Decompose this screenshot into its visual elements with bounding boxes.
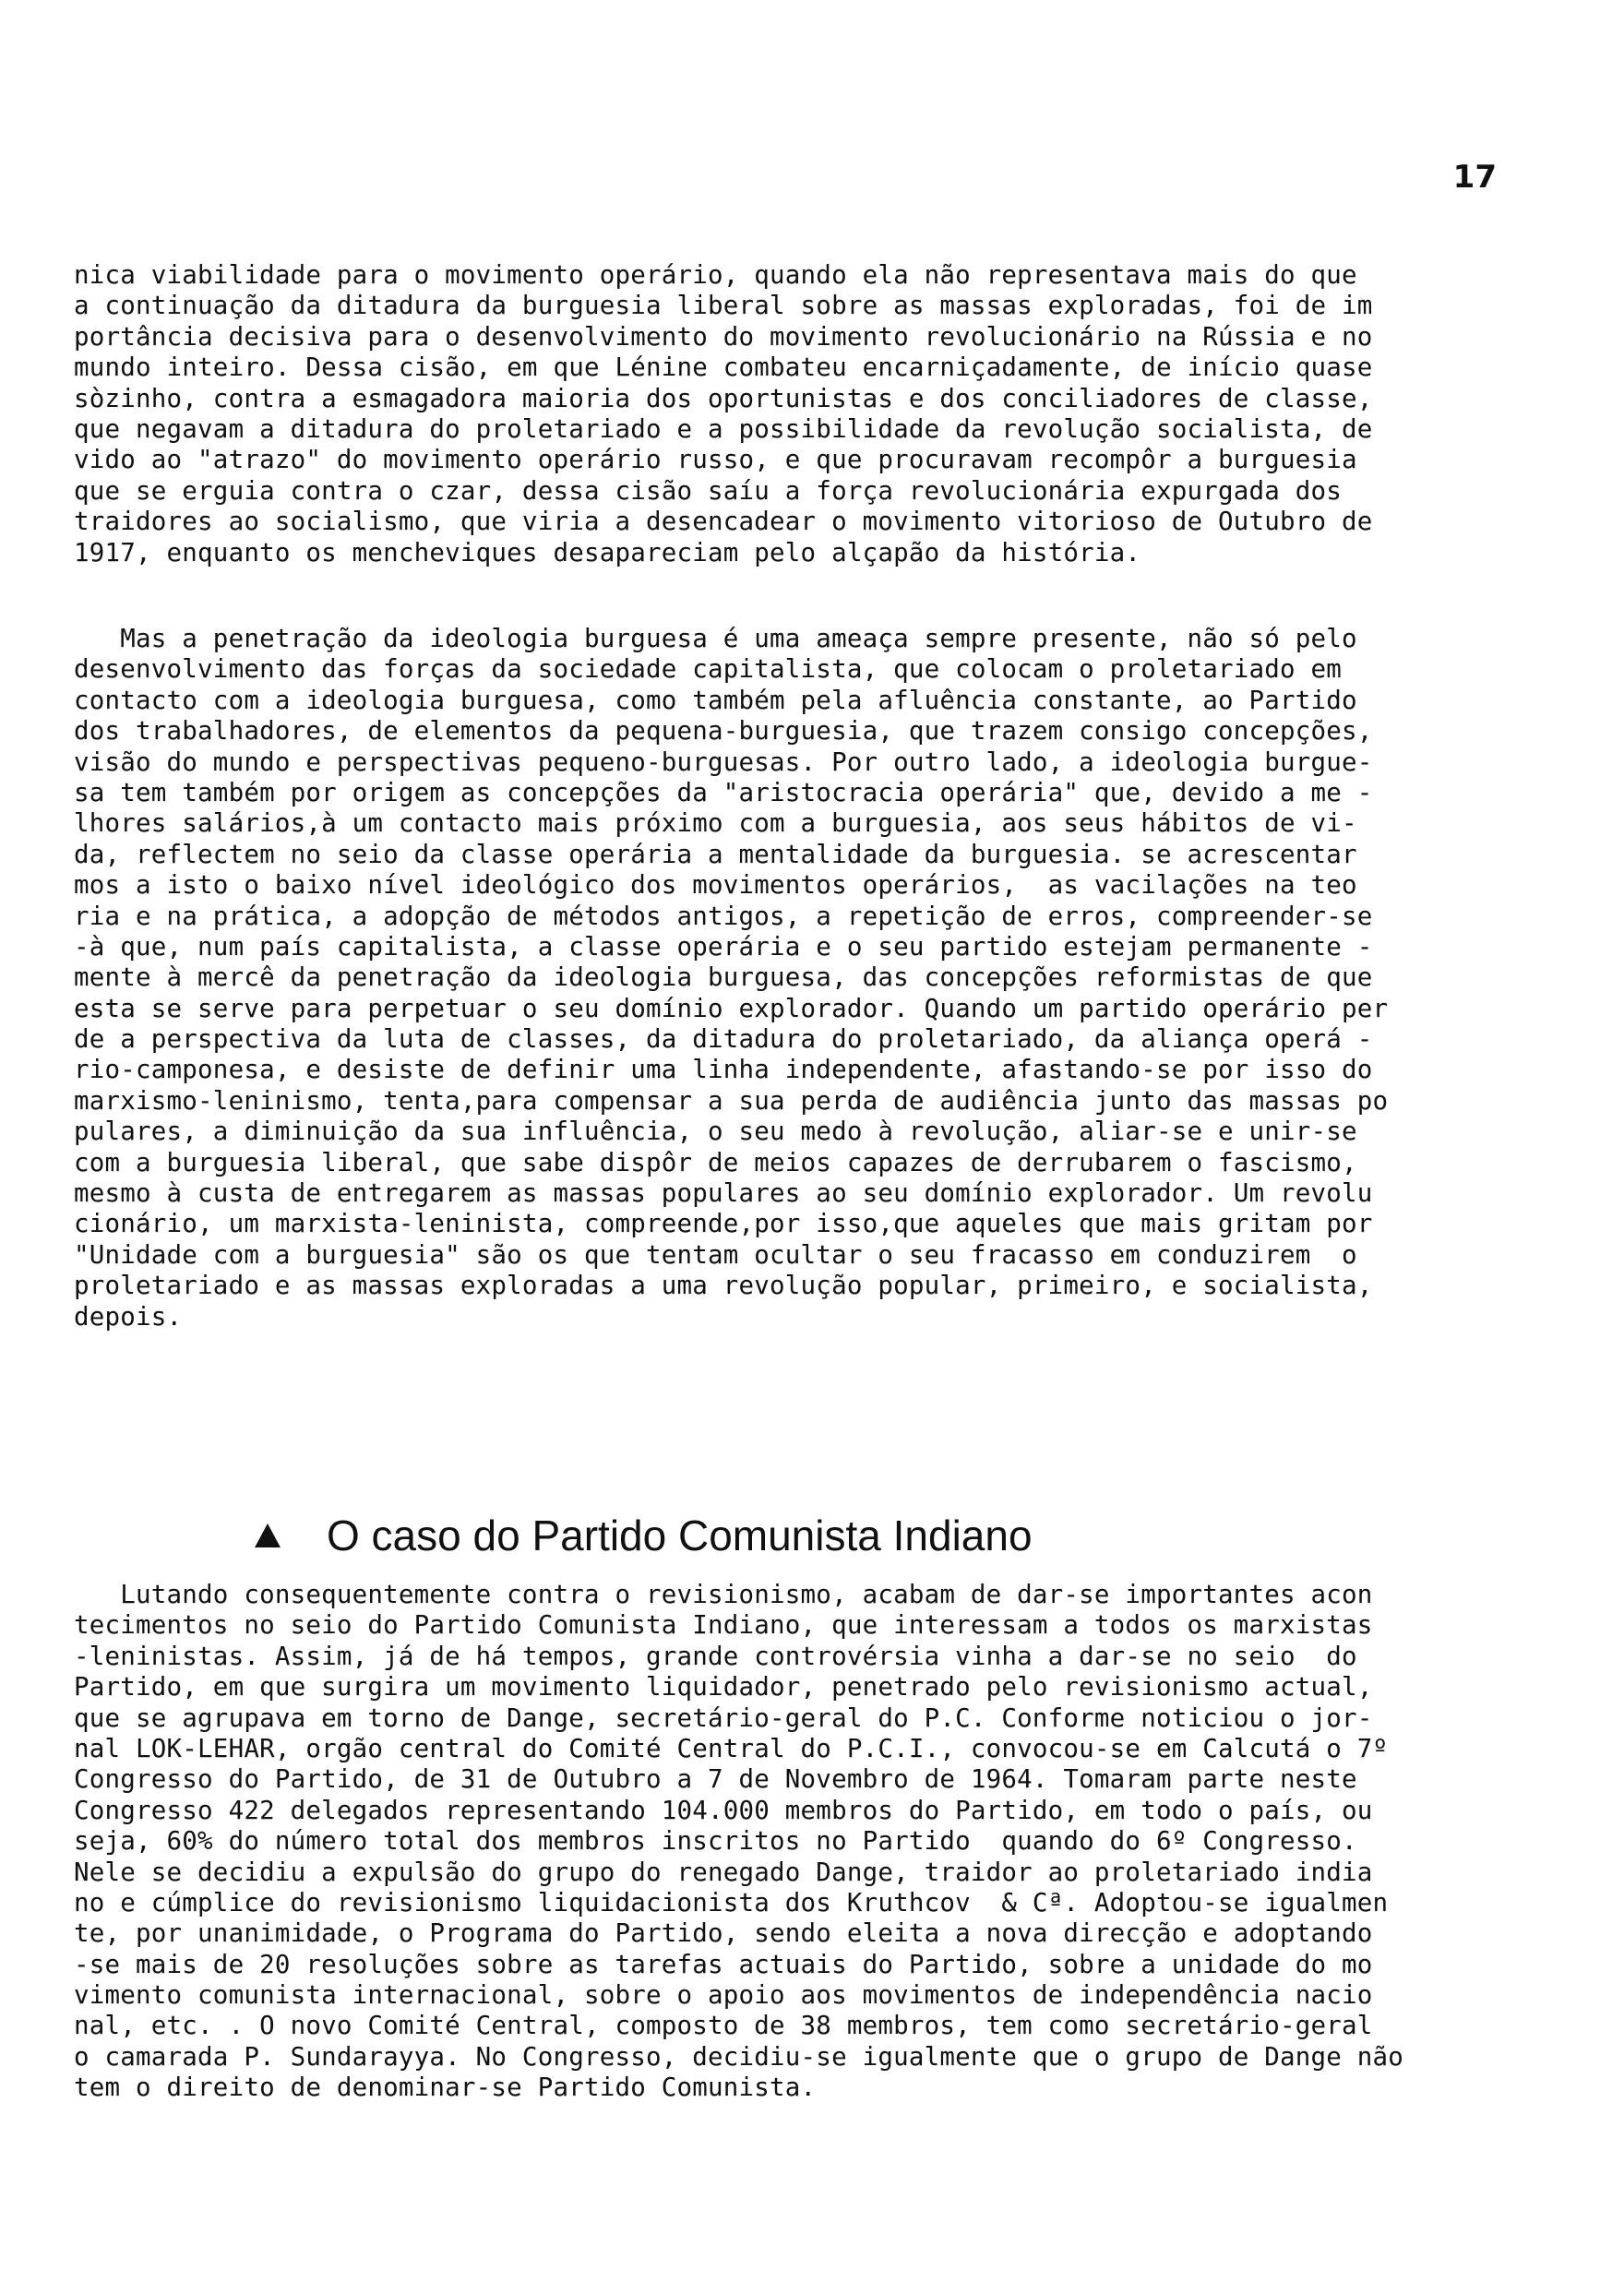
triangle-icon: [255, 1523, 281, 1547]
text-line: tecimentos no seio do Partido Comunista Indiano, que interessam a todos os marxistas: [74, 1610, 1373, 1641]
text-line: Partido, em que surgira um movimento liquidador, penetrado pelo revisionismo actual,: [74, 1672, 1373, 1702]
text-line: nal, etc. . O novo Comité Central, composto de 38 membros, tem como secretário-geral: [74, 2011, 1373, 2041]
text-line: sòzinho, contra a esmagadora maioria dos oportunistas e dos conciliadores de classe,: [74, 383, 1373, 413]
text-line: mundo inteiro. Dessa cisão, em que Lénine combateu encarniçadamente, de início quase: [74, 352, 1373, 383]
text-line: visão do mundo e perspectivas pequeno-burguesas. Por outro lado, a ideologia burgue-: [74, 747, 1373, 777]
paragraph-1: [74, 260, 1476, 568]
text-line: no e cúmplice do revisionismo liquidacionista dos Kruthcov & Cª. Adoptou-se igualmen: [74, 1887, 1389, 1918]
text-line: 1917, enquanto os mencheviques desapareciam pelo alçapão da história.: [74, 537, 1141, 568]
text-line: -se mais de 20 resoluções sobre as tarefas actuais do Partido, sobre a unidade do mo: [74, 1949, 1373, 1979]
text-line: marxismo-leninismo, tenta,para compensar a sua perda de audiência junto das massas po: [74, 1085, 1389, 1116]
text-line: que se agrupava em torno de Dange, secretário-geral do P.C. Conforme noticiou o jor-: [74, 1702, 1373, 1733]
text-line: pulares, a diminuição da sua influência, o seu medo à revolução, aliar-se e unir-se: [74, 1117, 1357, 1147]
section-title: O caso do Partido Comunista Indiano: [327, 1511, 1033, 1559]
text-line: mesmo à custa de entregarem as massas populares ao seu domínio explorador. Um revolu: [74, 1178, 1373, 1209]
text-line: de a perspectiva da luta de classes, da ditadura do proletariado, da aliança operá -: [74, 1024, 1373, 1055]
text-line: Lutando consequentemente contra o revisionismo, acabam de dar-se importantes acon: [74, 1580, 1373, 1609]
text-line: a continuação da ditadura da burguesia liberal sobre as massas exploradas, foi de im: [74, 291, 1373, 321]
text-line: lhores salários,à um contacto mais próximo com a burguesia, aos seus hábitos de vi-: [74, 808, 1357, 839]
text-line: vido ao "atrazo" do movimento operário russo, e que procuravam recompôr a burguesia: [74, 445, 1357, 475]
text-line: contacto com a ideologia burguesa, como também pela afluência constante, ao Partido: [74, 685, 1357, 715]
text-line: vimento comunista internacional, sobre o apoio aos movimentos de independência nacio: [74, 1980, 1373, 2011]
text-line: desenvolvimento das forças da sociedade capitalista, que colocam o proletariado em: [74, 654, 1343, 685]
text-line: -leninistas. Assim, já de há tempos, grande controvérsia vinha a dar-se no seio do: [74, 1641, 1357, 1671]
text-line: esta se serve para perpetuar o seu domínio explorador. Quando um partido operário per: [74, 993, 1389, 1023]
text-line: nal LOK-LEHAR, orgão central do Comité Central do P.C.I., convocou-se em Calcutá o 7º: [74, 1733, 1389, 1763]
text-line: depois.: [74, 1301, 183, 1332]
text-line: -à que, num país capitalista, a classe operária e o seu partido estejam permanente -: [74, 931, 1373, 962]
text-line: tem o direito de denominar-se Partido Comunista.: [74, 2073, 817, 2103]
text-line: dos trabalhadores, de elementos da pequena-burguesia, que trazem consigo concepções,: [74, 716, 1373, 747]
paragraph-2: [74, 624, 1476, 1332]
page-number: 17: [1452, 159, 1497, 196]
text-line: sa tem também por origem as concepções da "aristocracia operária" que, devido a me -: [74, 777, 1373, 807]
text-line: rio-camponesa, e desiste de definir uma linha independente, afastando-se por isso do: [74, 1055, 1373, 1085]
text-line: Congresso 422 delegados representando 104.000 membros do Partido, em todo o país, ou: [74, 1795, 1373, 1825]
text-line: seja, 60% do número total dos membros inscritos no Partido quando do 6º Congresso.: [74, 1826, 1357, 1857]
text-line: traidores ao socialismo, que viria a desencadear o movimento vitorioso de Outubro de: [74, 507, 1373, 537]
text-line: Congresso do Partido, de 31 de Outubro a 7 de Novembro de 1964. Tomaram parte neste: [74, 1764, 1357, 1795]
text-line: com a burguesia liberal, que sabe dispôr de meios capazes de derrubarem o fascismo,: [74, 1147, 1357, 1177]
text-line: ria e na prática, a adopção de métodos antigos, a repetição de erros, compreender-se: [74, 901, 1373, 931]
text-line: da, reflectem no seio da classe operária a mentalidade da burguesia. se acrescentar: [74, 839, 1357, 869]
text-line: mente à mercê da penetração da ideologia burguesa, das concepções reformistas de que: [74, 962, 1373, 993]
text-line: te, por unanimidade, o Programa do Partido, sendo eleita a nova direcção e adoptando: [74, 1918, 1373, 1949]
text-line: cionário, um marxista-leninista, compreende,por isso,que aqueles que mais gritam por: [74, 1209, 1373, 1239]
text-line: que se erguia contra o czar, dessa cisão saíu a força revolucionária expurgada dos: [74, 475, 1343, 506]
text-line: nica viabilidade para o movimento operário, quando ela não representava mais do que: [74, 260, 1357, 290]
text-line: que negavam a ditadura do proletariado e a possibilidade da revolução socialista, de: [74, 413, 1373, 444]
text-line: mos a isto o baixo nível ideológico dos movimentos operários, as vacilações na teo: [74, 870, 1357, 901]
text-line: Mas a penetração da ideologia burguesa é uma ameaça sempre presente, não só pelo: [74, 624, 1357, 653]
text-line: o camarada P. Sundarayya. No Congresso, decidiu-se igualmente que o grupo de Dange não: [74, 2041, 1404, 2072]
text-line: portância decisiva para o desenvolvimento do movimento revolucionário na Rússia e no: [74, 321, 1373, 352]
paragraph-3: [74, 1580, 1476, 2104]
text-line: proletariado e as massas exploradas a uma revolução popular, primeiro, e socialista,: [74, 1271, 1373, 1301]
text-line: "Unidade com a burguesia" são os que tentam ocultar o seu fracasso em conduzirem o: [74, 1239, 1357, 1270]
section-heading: [255, 1506, 1454, 1565]
text-line: Nele se decidiu a expulsão do grupo do renegado Dange, traidor ao proletariado india: [74, 1857, 1373, 1887]
